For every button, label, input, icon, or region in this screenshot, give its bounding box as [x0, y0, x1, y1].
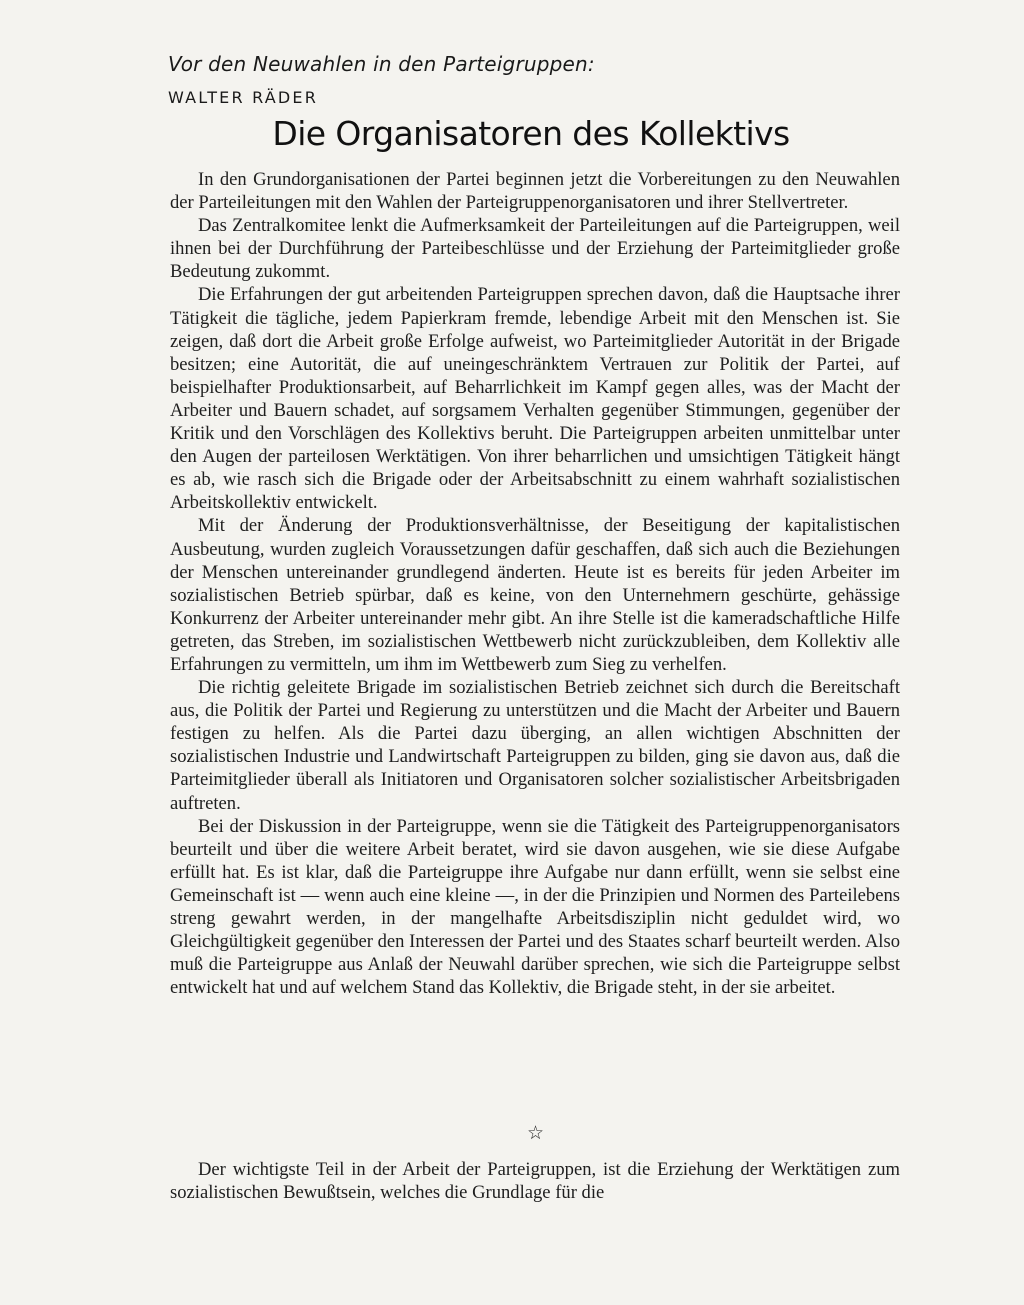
article-title: Die Organisatoren des Kollektivs — [272, 114, 790, 153]
article-body — [170, 168, 900, 999]
article-continuation — [170, 1158, 900, 1204]
paragraph: In den Grundorganisationen der Partei beginnen jetzt die Vorbereitungen zu den Neuwahlen der Parteileitungen mit den Wahlen der Parteigruppenorganisatoren und ihrer Stellvertreter. — [170, 169, 900, 214]
paragraph: Die richtig geleitete Brigade im sozialistischen Betrieb zeichnet sich durch die Bereitschaft aus, die Politik der Partei und Regierung zu unterstützen und die Macht der Arbeiter und Bauern festigen zu helfen. Als die Partei dazu überging, an allen wichtigen Abschnitten der sozialistischen Industrie und Landwirtschaft Parteigruppen zu bilden, ging sie davon aus, daß die Parteimitglieder überall als Initiatoren und Organisatoren solcher sozialistischer Arbeitsbrigaden auftreten. — [170, 677, 900, 814]
paragraph: Die Erfahrungen der gut arbeitenden Parteigruppen sprechen davon, daß die Hauptsache ihrer Tätigkeit die tägliche, jedem Papierkram fremde, lebendige Arbeit mit den Menschen ist. Sie zeigen, daß dort die Arbeit große Erfolge aufweist, wo Parteimitglieder Autorität in der Brigade besitzen; eine Autorität, die auf uneingeschränktem Vertrauen zur Politik der Partei, auf beispielhafter Produktionsarbeit, auf Beharrlichkeit im Kampf gegen alles, was der Macht der Arbeiter und Bauern schadet, auf sorgsamem Verhalten gegenüber Stimmungen, gegenüber der Kritik und den Vorschlägen des Kollektivs beruht. Die Parteigruppen arbeiten unmittelbar unter den Augen der parteilosen Werktätigen. Von ihrer beharrlichen und umsichtigen Tätigkeit hängt es ab, wie rasch sich die Brigade oder der Arbeitsabschnitt zu einem wahrhaft sozialistischen Arbeitskollektiv entwickelt. — [170, 284, 900, 514]
article-kicker: Vor den Neuwahlen in den Parteigruppen: — [168, 52, 595, 76]
paragraph: Bei der Diskussion in der Parteigruppe, wenn sie die Tätigkeit des Parteigruppenorganisators beurteilt und über die weitere Arbeit beratet, wird sie davon ausgehen, wie sie diese Aufgabe erfüllt hat. Es ist klar, daß die Parteigruppe ihre Aufgabe nur dann erfüllt, wenn sie selbst eine Gemeinschaft ist — wenn auch eine kleine —, in der die Prinzipien und Normen des Parteilebens streng gewahrt werden, in der mangelhafte Arbeitsdisziplin nicht geduldet wird, wo Gleichgültigkeit gegenüber den Interessen der Partei und des Staates scharf beurteilt werden. Also muß die Parteigruppe aus Anlaß der Neuwahl darüber sprechen, wie sich die Parteigruppe selbst entwickelt hat und auf welchem Stand das Kollektiv, die Brigade steht, in der sie arbeitet. — [170, 815, 900, 999]
paragraph: Der wichtigste Teil in der Arbeit der Parteigruppen, ist die Erziehung der Werktätigen zum sozialistischen Bewußtsein, welches die Grundlage für die — [170, 1159, 900, 1204]
star-separator-icon: ☆ — [527, 1123, 545, 1144]
paragraph: Das Zentralkomitee lenkt die Aufmerksamkeit der Parteileitungen auf die Parteigruppen, weil ihnen bei der Durchführung der Parteibeschlüsse und der Erziehung der Parteimitglieder große Bedeutung zukommt. — [170, 215, 900, 283]
paragraph: Mit der Änderung der Produktionsverhältnisse, der Beseitigung der kapitalistischen Ausbeutung, wurden zugleich Voraussetzungen dafür geschaffen, daß sich auch die Beziehungen der Menschen untereinander grundlegend änderten. Heute ist es bereits für jeden Arbeiter im sozialistischen Betrieb spürbar, daß es keine, von den Unternehmern geschürte, gehässige Konkurrenz der Arbeiter untereinander mehr gibt. An ihre Stelle ist die kameradschaftliche Hilfe getreten, das Streben, im sozialistischen Wettbewerb nicht zurückzubleiben, dem Kollektiv alle Erfahrungen zu vermitteln, um ihm im Wettbewerb zum Sieg zu verhelfen. — [170, 515, 900, 675]
article-author: WALTER RÄDER — [168, 88, 319, 107]
